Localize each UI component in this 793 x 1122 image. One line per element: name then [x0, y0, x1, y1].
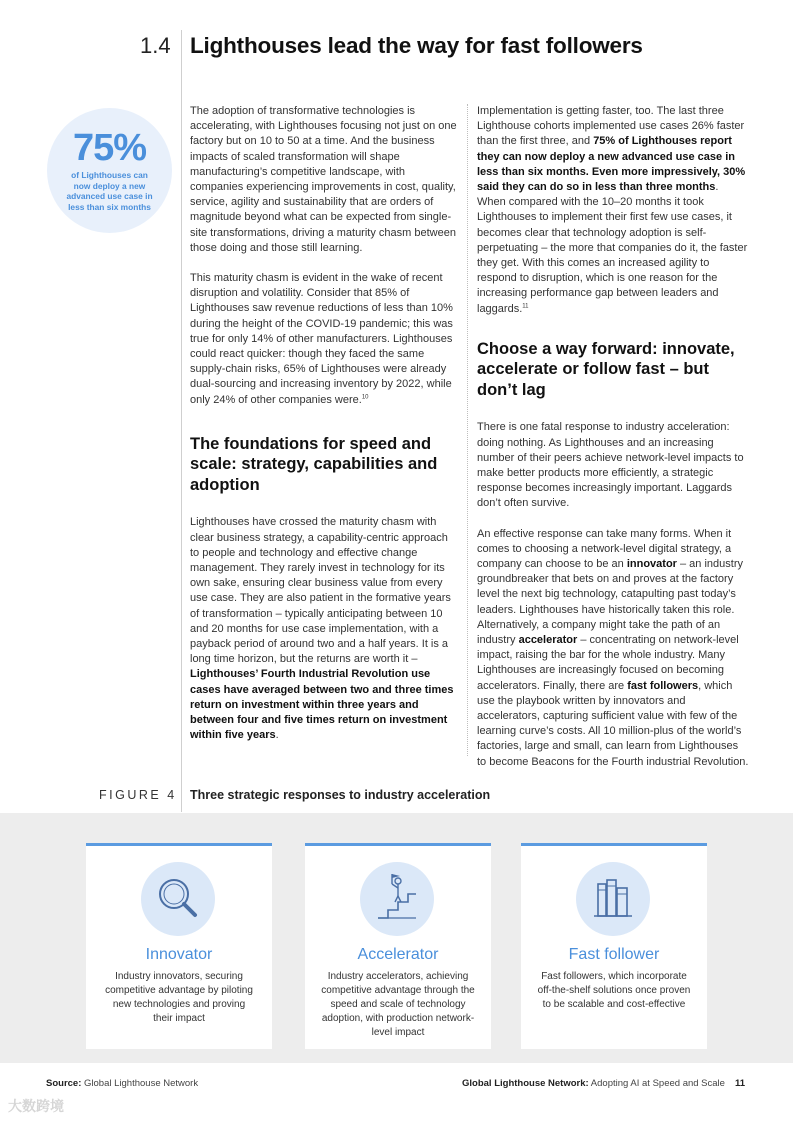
- card-title: Fast follower: [568, 946, 660, 963]
- section-number: 1.4: [140, 33, 171, 58]
- watermark: 大数跨境: [8, 1098, 64, 1114]
- card-description: Fast followers, which incorporate off-the-shelf solutions once proven to be scalable and cost-effective: [537, 971, 691, 1010]
- card-description: Industry innovators, securing competitive advantage by piloting new technologies and proving their impact: [105, 971, 253, 1024]
- footnote-ref: 11: [522, 302, 529, 309]
- paragraph: This maturity chasm is evident in the wake of recent disruption and volatility. Consider that 85% of Lighthouses saw revenue reductions of less than 10% during the height of the COVID-19 pandemic; this was true for only 14% of other manufacturers. Lighthouses could react quicker: though they faced the same supply-chain risks, 65% of Lighthouses were already dual-sourcing and increasing inventory by 2022, while only 24% of other companies were.$^{10}$: [190, 272, 453, 406]
- paragraph: Implementation is getting faster, too. The last three Lighthouse cohorts implemented use cases 26% faster than the first three, and 75% of Lighthouses report they can now deploy a new advanced use case in less than six months. Even more impressively, 30% said they can do so in less than three months. When compared with the 10–20 months it took Lighthouses to implement their first few use cases, it becomes clear that technology adoption is self-perpetuating – the more that companies do it, the faster they get. With this comes an increased agility to respond to disruption, which is one reason for the increasing performance gap between leaders and laggards.$^{11}$: [477, 105, 748, 315]
- card-description: Industry accelerators, achieving competitive advantage through the speed and scale of technology adoption, with production network-level impact: [321, 971, 475, 1038]
- card-fast-follower: [521, 843, 707, 1049]
- left-column: [190, 104, 460, 758]
- paragraph: An effective response can take many forms. When it comes to choosing a network-level digital strategy, a company can choose to be an innovator – an industry groundbreaker that bets on and proves at the factory level the next big technology, catapulting past today’s leaders. Lighthouses have historically taken this role. Alternatively, a company might take the path of an industry accelerator – concentrating on network-level impact, raising the bar for the whole industry. Many Lighthouses are increasingly focused on becoming accelerators. Finally, there are fast followers, which use the playbook written by innovators and accelerators, capturing sufficient value with few of the learning curve’s costs. All 10 million-plus of the world’s factories, large and small, can learn from Lighthouses to become Beacons for the Fourth industrial Revolution.: [477, 527, 749, 768]
- card-title: Innovator: [145, 946, 213, 963]
- figure-title: Three strategic responses to industry acceleration: [190, 788, 491, 802]
- column-divider: [467, 104, 468, 756]
- right-column: [477, 104, 749, 785]
- paragraph: There is one fatal response to industry acceleration: doing nothing. As Lighthouses and an increasing number of their peers achieve network-level impacts to make better products more efficiently, a strategic response becomes increasingly important. Laggards don’t often survive.: [477, 421, 744, 510]
- page-title: Lighthouses lead the way for fast followers: [190, 33, 643, 58]
- footer-source: Source: Global Lighthouse Network: [46, 1078, 199, 1089]
- card-title: Accelerator: [357, 946, 439, 963]
- card-accelerator: [305, 843, 491, 1049]
- books-icon: [576, 862, 650, 936]
- paragraph: Lighthouses have crossed the maturity chasm with clear business strategy, a capability-centric approach to people and technology and effective change management. They rarely invest in technology for its own sake, ensuring clear business value from every use case. They are also patient in the formative years of transformation – typically anticipating between 10 and 20 months for use case implementation, with a payback period of around two and a half years. It is a long time horizon, but the returns are worth it – Lighthouses’ Fourth Industrial Revolution use cases have averaged between two and three times return on investment within three years and between four and five times return on investment within five years.: [190, 516, 454, 742]
- flag-stairs-icon: [360, 862, 434, 936]
- magnifier-icon: [141, 862, 215, 936]
- stat-caption: of Lighthouses can now deploy a new advanced use case in less than six months: [66, 170, 153, 212]
- figure-label: FIGURE 4: [99, 788, 177, 802]
- card-innovator: [86, 843, 272, 1049]
- footer-report: Global Lighthouse Network: Adopting AI at Speed and Scale 11: [462, 1078, 745, 1089]
- paragraph: The adoption of transformative technologies is accelerating, with Lighthouses focusing not just on one factory but on 10 to 50 at a time. And the business impacts of scaled transformation will shape manufacturing’s competitive landscape, with companies experiencing improvements in cost, quality, service, agility and sustainability that are orders of magnitude beyond what can be expected from single-site transformations, driving a maturity chasm between those doing and those still learning.: [190, 105, 457, 254]
- stat-callout: [47, 108, 172, 233]
- subheading: The foundations for speed and scale: strategy, capabilities and adoption: [190, 434, 438, 494]
- footnote-ref: 10: [361, 394, 369, 400]
- title-divider: [181, 30, 182, 812]
- stat-value: 75%: [72, 127, 147, 169]
- subheading: Choose a way forward: innovate, accelerate or follow fast – but don’t lag: [477, 339, 735, 399]
- page-number: 11: [734, 1078, 745, 1089]
